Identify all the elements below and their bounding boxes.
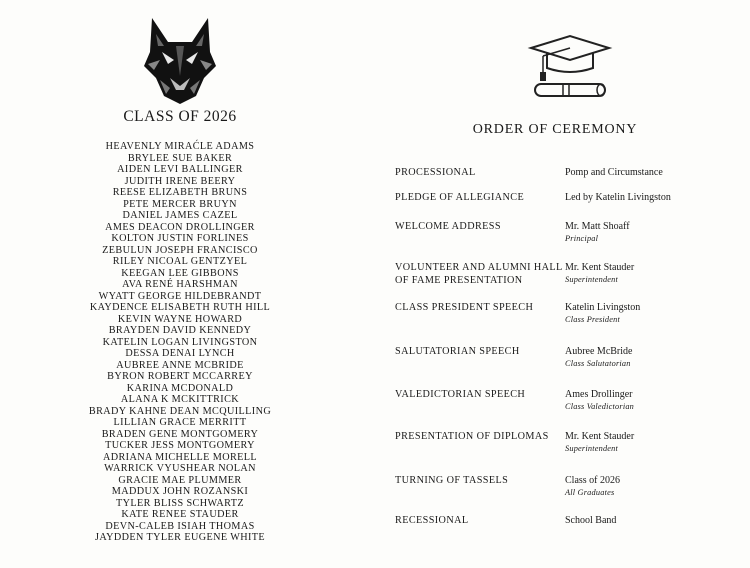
graduate-name: PETE MERCER BRUYN [123, 198, 237, 210]
presenter-name: Mr. Kent Stauder [565, 262, 635, 273]
graduate-name: BYRON ROBERT MCCARREY [107, 371, 253, 382]
graduation-cap-diploma-icon [525, 30, 615, 102]
graduate-name: KEVIN WAYNE HOWARD [117, 313, 243, 325]
graduate-name: AUBREE ANNE MCBRIDE [116, 359, 244, 371]
presenter-role: Class Salutatorian [565, 359, 631, 368]
ceremony-presenter [565, 345, 745, 370]
graduate-name: MADDUX JOHN ROZANSKI [111, 486, 249, 497]
graduate-name: ZEBULUN JOSEPH FRANCISCO [102, 244, 258, 256]
ceremony-presenter [565, 191, 745, 204]
presenter-name: Pomp and Circumstance [565, 167, 663, 178]
graduate-name: GRACIE MAE PLUMMER [118, 474, 242, 486]
graduate-name: LILLIAN GRACE MERRITT [113, 417, 247, 428]
ceremony-event: VALEDICTORIAN SPEECH [395, 389, 526, 400]
graduate-name: KATE RENEE STAUDER [121, 509, 239, 520]
presenter-name: Mr. Matt Shoaff [565, 221, 630, 232]
presenter-name: School Band [565, 515, 617, 526]
graduate-name: DESSA DENAI LYNCH [125, 348, 235, 359]
graduate-name: TUCKER JESS MONTGOMERY [105, 440, 255, 451]
presenter-role: Superintendent [565, 444, 619, 453]
graduate-name: BRYLEE SUE BAKER [127, 152, 233, 164]
graduate-name: JAYDDEN TYLER EUGENE WHITE [94, 532, 266, 543]
ceremony-event: VOLUNTEER AND ALUMNI HALL OF FAME PRESENTATION [395, 262, 563, 286]
ceremony-event: PROCESSIONAL [395, 167, 476, 178]
graduate-name: KOLTON JUSTIN FORLINES [111, 233, 249, 244]
ceremony-event: PLEDGE OF ALLEGIANCE [395, 192, 525, 203]
graduate-name: JUDITH IRENE BEERY [124, 175, 236, 187]
ceremony-event: RECESSIONAL [395, 515, 469, 526]
graduate-name: KAYDENCE ELISABETH RUTH HILL [89, 302, 271, 313]
graduate-name: BRAYDEN DAVID KENNEDY [108, 325, 252, 336]
ceremony-event: PRESENTATION OF DIPLOMAS [395, 431, 549, 442]
ceremony-presenter [565, 220, 745, 245]
ceremony-event: TURNING OF TASSELS [395, 475, 509, 486]
graduate-name: ALANA K MCKITTRICK [120, 394, 240, 405]
graduate-name: ADRIANA MICHELLE MORELL [102, 451, 258, 463]
graduate-name: DEVN-CALEB ISIAH THOMAS [105, 520, 255, 532]
ceremony-event: CLASS PRESIDENT SPEECH [395, 302, 534, 313]
graduate-name: RILEY NICOAL GENTZYEL [112, 256, 248, 267]
graduate-name: KEEGAN LEE GIBBONS [121, 267, 239, 279]
ceremony-presenter [565, 430, 745, 455]
graduate-name: KARINA MCDONALD [126, 382, 234, 394]
presenter-role: All Graduates [565, 488, 615, 497]
presenter-name: Class of 2026 [565, 475, 620, 486]
graduate-name-list [0, 141, 360, 544]
graduate-name: AMES DEACON DROLLINGER [105, 221, 255, 233]
ceremony-presenter [565, 301, 745, 326]
presenter-name: Mr. Kent Stauder [565, 431, 635, 442]
graduate-name: BRADY KAHNE DEAN MCQUILLING [88, 405, 272, 417]
ceremony-presenter [565, 514, 745, 527]
graduate-name: TYLER BLISS SCHWARTZ [116, 497, 244, 509]
presenter-name: Ames Drollinger [565, 389, 633, 400]
class-title: CLASS OF 2026 [123, 108, 237, 125]
graduate-name: BRADEN GENE MONTGOMERY [101, 428, 259, 440]
presenter-role: Class President [565, 315, 621, 324]
presenter-role: Class Valedictorian [565, 402, 635, 411]
presenter-role: Superintendent [565, 275, 619, 284]
graduate-name: WYATT GEORGE HILDEBRANDT [98, 290, 262, 302]
presenter-role: Principal [565, 234, 599, 243]
presenter-name: Aubree McBride [565, 346, 633, 357]
ceremony-presenter [565, 388, 745, 413]
class-roster-panel [0, 0, 360, 568]
graduate-name: AIDEN LEVI BALLINGER [117, 164, 243, 175]
order-of-ceremony-title: ORDER OF CEREMONY [472, 122, 638, 137]
wolf-head-icon [140, 16, 220, 106]
ceremony-presenter [565, 474, 745, 499]
presenter-name: Katelin Livingston [565, 302, 641, 313]
order-of-ceremony-panel [360, 0, 750, 568]
graduate-name: WARRICK VYUSHEAR NOLAN [104, 463, 256, 474]
graduate-name: DANIEL JAMES CAZEL [122, 210, 238, 221]
ceremony-event: SALUTATORIAN SPEECH [395, 346, 520, 357]
ceremony-event: WELCOME ADDRESS [395, 221, 501, 232]
graduate-name: HEAVENLY MIRAĆLE ADAMS [105, 141, 255, 152]
graduate-name: AVA RENÉ HARSHMAN [122, 279, 238, 290]
ceremony-presenter [565, 261, 745, 286]
ceremony-presenter [565, 166, 745, 179]
graduate-name: REESE ELIZABETH BRUNS [112, 187, 248, 198]
presenter-name: Led by Katelin Livingston [565, 192, 671, 203]
graduate-name: KATELIN LOGAN LIVINGSTON [102, 336, 258, 348]
